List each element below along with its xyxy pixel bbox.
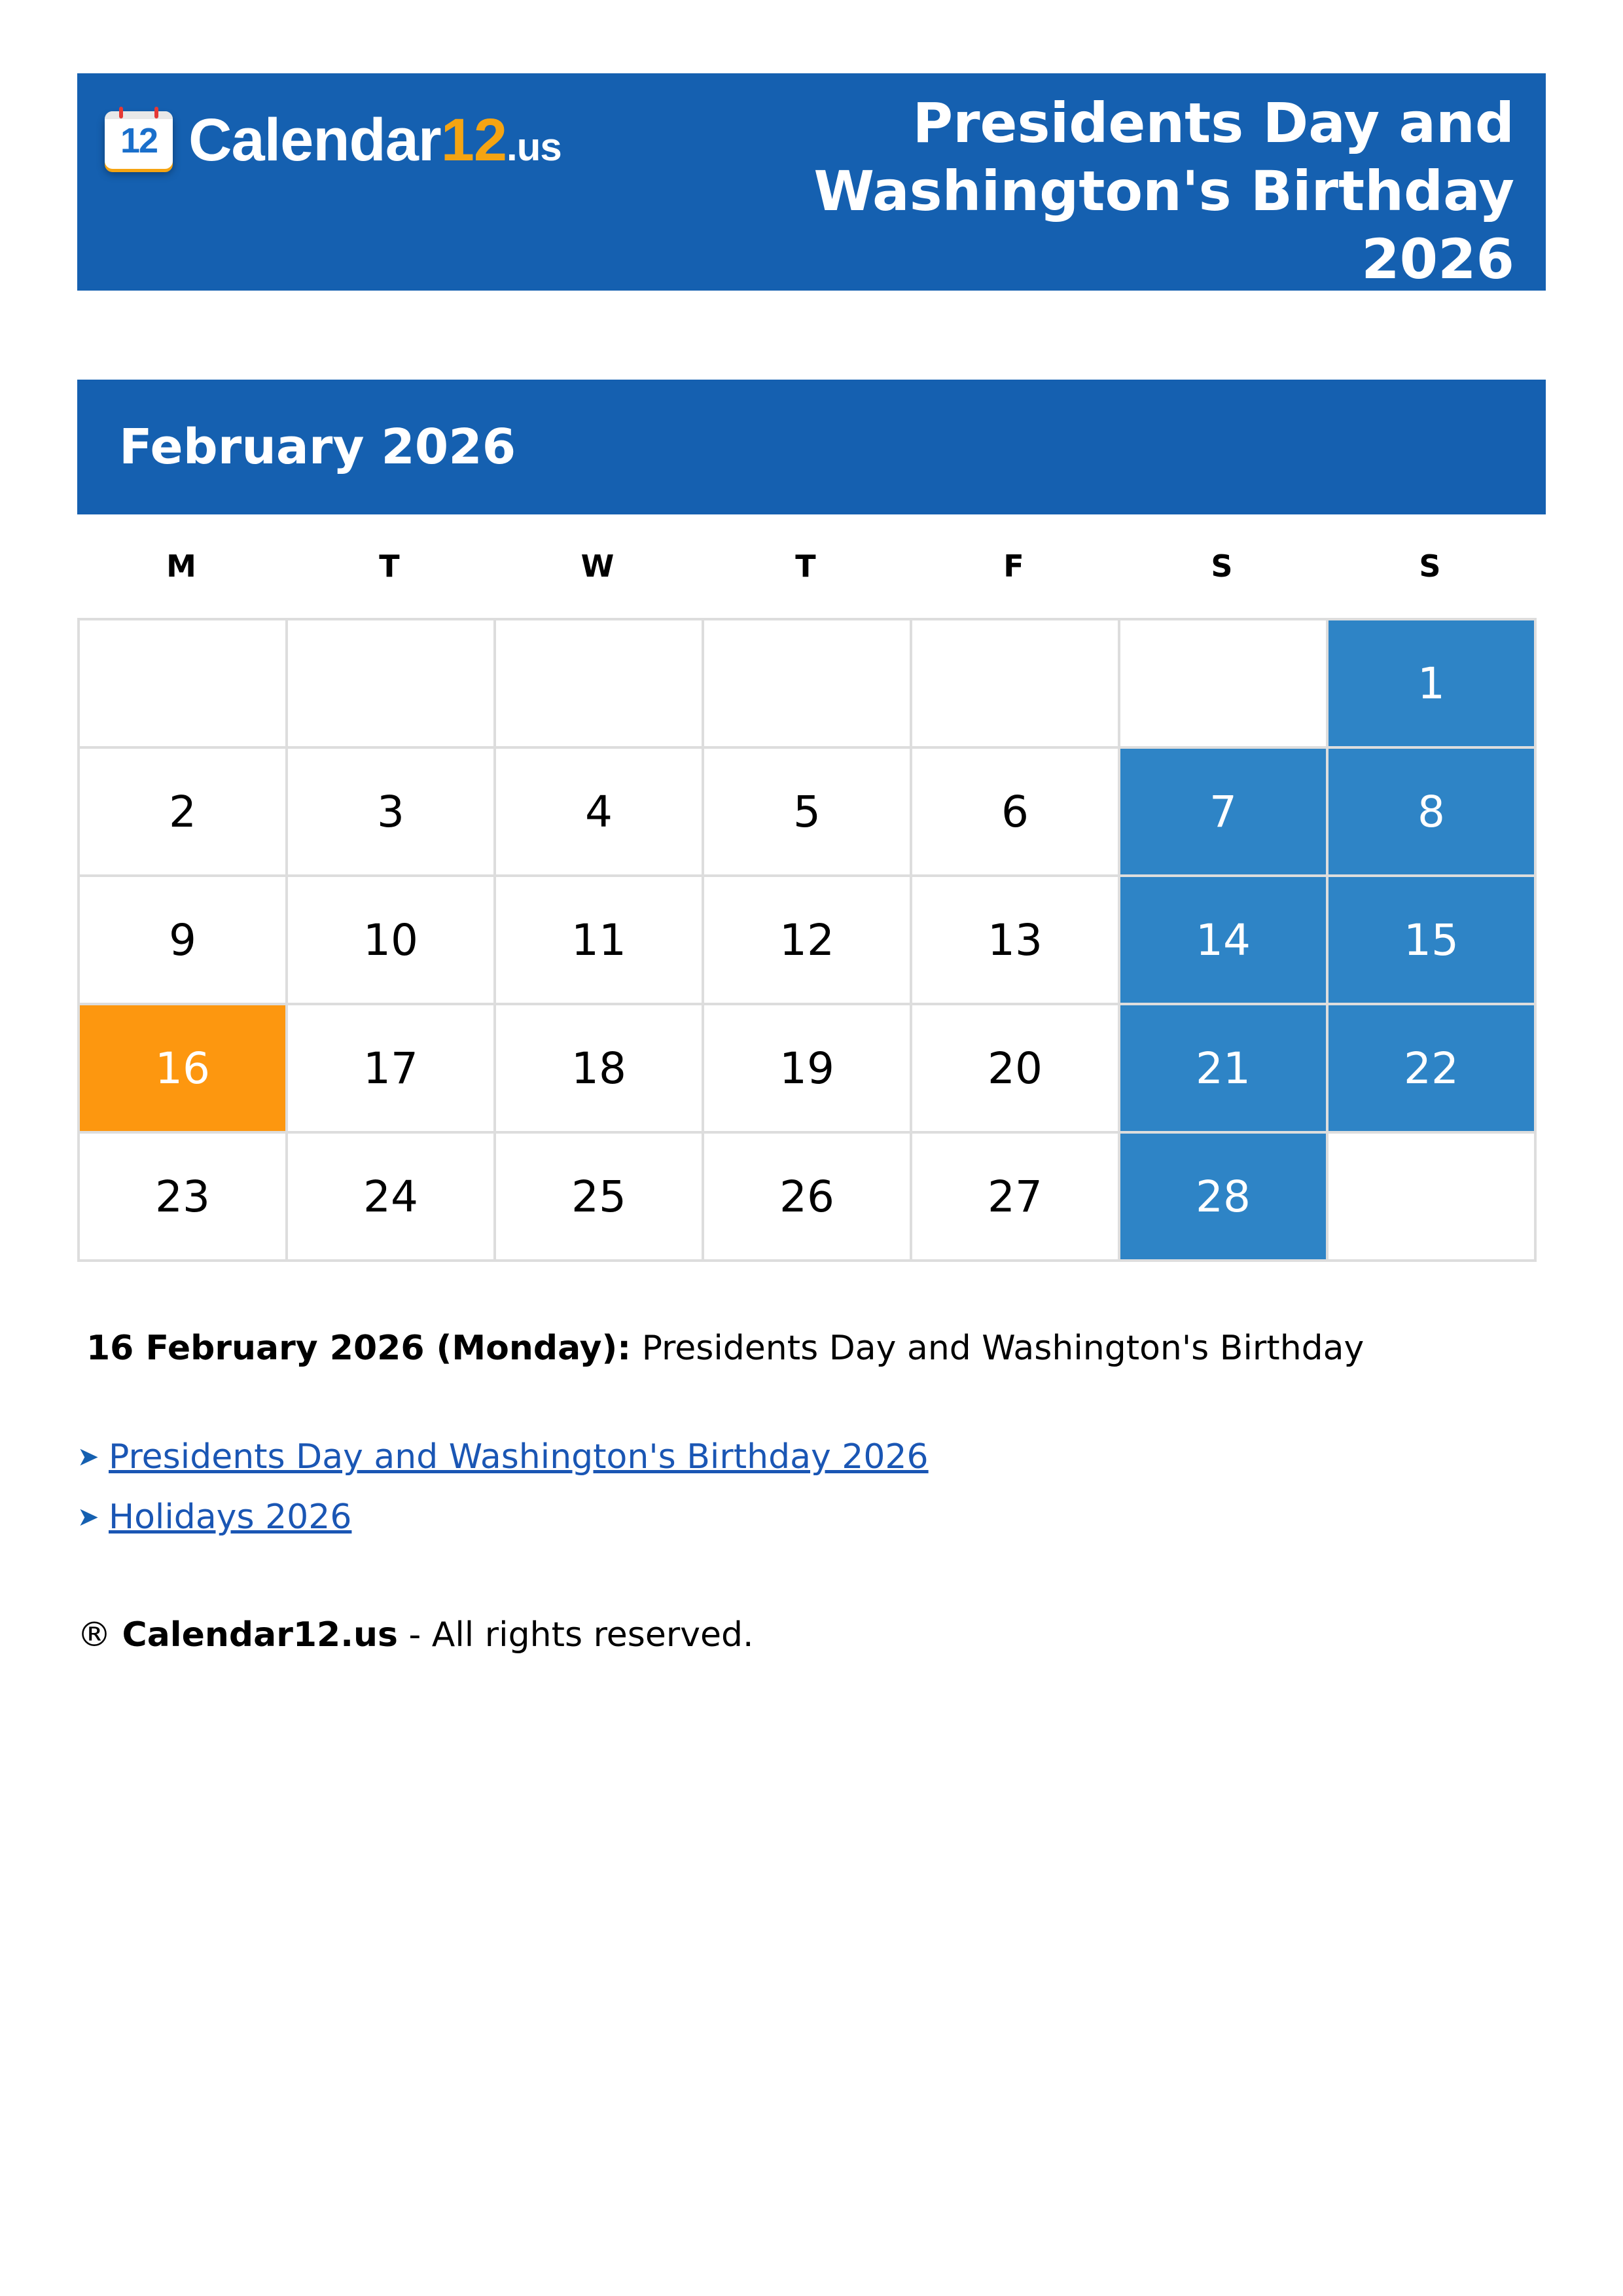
weekday-label: W bbox=[580, 548, 615, 584]
weekday-label: F bbox=[1003, 548, 1024, 584]
page-title-line-3: 2026 bbox=[1361, 227, 1514, 291]
calendar-day-cell[interactable]: 5 bbox=[704, 749, 912, 877]
logo-tld: .us bbox=[507, 124, 562, 169]
calendar-day-cell[interactable]: 14 bbox=[1120, 877, 1329, 1005]
calendar-day-cell[interactable]: 6 bbox=[912, 749, 1120, 877]
logo-wordmark bbox=[188, 106, 562, 175]
footer-brand: Calendar12.us bbox=[122, 1615, 398, 1655]
holiday-name: Presidents Day and Washington's Birthday bbox=[641, 1329, 1364, 1368]
calendar-day-cell[interactable]: 4 bbox=[496, 749, 704, 877]
calendar-empty-cell bbox=[704, 620, 912, 749]
link-item bbox=[77, 1487, 929, 1547]
calendar-day-cell[interactable]: 20 bbox=[912, 1005, 1120, 1134]
calendar-day-cell[interactable]: 16 bbox=[80, 1005, 288, 1134]
calendar-empty-cell bbox=[912, 620, 1120, 749]
calendar-grid bbox=[77, 618, 1537, 1262]
calendar-day-cell[interactable]: 21 bbox=[1120, 1005, 1329, 1134]
calendar-day-cell[interactable]: 28 bbox=[1120, 1134, 1329, 1262]
calendar-day-cell[interactable]: 17 bbox=[288, 1005, 496, 1134]
calendar-empty-cell bbox=[496, 620, 704, 749]
page-title bbox=[729, 89, 1514, 293]
calendar-icon-number: 12 bbox=[120, 121, 158, 160]
calendar-day-cell[interactable]: 24 bbox=[288, 1134, 496, 1262]
calendar-day-cell[interactable]: 18 bbox=[496, 1005, 704, 1134]
calendar-day-cell[interactable]: 25 bbox=[496, 1134, 704, 1262]
footer-rights-text: - All rights reserved. bbox=[397, 1615, 754, 1655]
calendar-day-cell[interactable]: 12 bbox=[704, 877, 912, 1005]
arrow-right-icon: ➤ bbox=[77, 1502, 99, 1532]
weekday-label: M bbox=[166, 548, 196, 584]
site-logo[interactable] bbox=[105, 107, 562, 173]
calendar-day-cell[interactable]: 3 bbox=[288, 749, 496, 877]
calendar-day-cell[interactable]: 9 bbox=[80, 877, 288, 1005]
weekday-label: S bbox=[1211, 548, 1233, 584]
month-header bbox=[77, 380, 1546, 514]
calendar-day-cell[interactable]: 15 bbox=[1329, 877, 1537, 1005]
calendar-day-cell[interactable]: 1 bbox=[1329, 620, 1537, 749]
link-holidays-2026[interactable]: Holidays 2026 bbox=[109, 1498, 352, 1537]
holiday-note bbox=[86, 1323, 1364, 1373]
calendar-day-cell[interactable]: 7 bbox=[1120, 749, 1329, 877]
weekday-label: T bbox=[379, 548, 400, 584]
calendar-day-cell[interactable]: 13 bbox=[912, 877, 1120, 1005]
calendar-empty-cell bbox=[1120, 620, 1329, 749]
header-banner bbox=[77, 73, 1546, 291]
calendar-icon bbox=[105, 111, 173, 169]
link-item bbox=[77, 1427, 929, 1487]
calendar-day-cell[interactable]: 10 bbox=[288, 877, 496, 1005]
arrow-right-icon: ➤ bbox=[77, 1442, 99, 1472]
calendar-empty-cell bbox=[288, 620, 496, 749]
weekday-label: S bbox=[1419, 548, 1441, 584]
weekday-label: T bbox=[795, 548, 816, 584]
footer bbox=[77, 1610, 754, 1660]
calendar-day-cell[interactable]: 2 bbox=[80, 749, 288, 877]
holiday-date-label: 16 February 2026 (Monday): bbox=[86, 1329, 632, 1368]
month-title: February 2026 bbox=[119, 419, 516, 475]
logo-accent: 12 bbox=[440, 106, 507, 173]
related-links bbox=[77, 1427, 929, 1547]
link-presidents-day-2026[interactable]: Presidents Day and Washington's Birthday 2026 bbox=[109, 1437, 929, 1477]
calendar-day-cell[interactable]: 8 bbox=[1329, 749, 1537, 877]
calendar-day-cell[interactable]: 27 bbox=[912, 1134, 1120, 1262]
calendar-day-cell[interactable]: 22 bbox=[1329, 1005, 1537, 1134]
calendar-day-cell[interactable]: 26 bbox=[704, 1134, 912, 1262]
calendar-day-cell[interactable]: 11 bbox=[496, 877, 704, 1005]
registered-symbol: ® bbox=[77, 1615, 111, 1655]
page-title-line-2: Washington's Birthday bbox=[813, 159, 1514, 223]
logo-name: Calendar bbox=[188, 106, 441, 173]
calendar-day-cell[interactable]: 23 bbox=[80, 1134, 288, 1262]
calendar-day-cell[interactable]: 19 bbox=[704, 1005, 912, 1134]
calendar-empty-cell bbox=[80, 620, 288, 749]
calendar-empty-cell bbox=[1329, 1134, 1537, 1262]
weekday-header-row bbox=[77, 543, 1534, 589]
page-title-line-1: Presidents Day and bbox=[912, 91, 1514, 155]
